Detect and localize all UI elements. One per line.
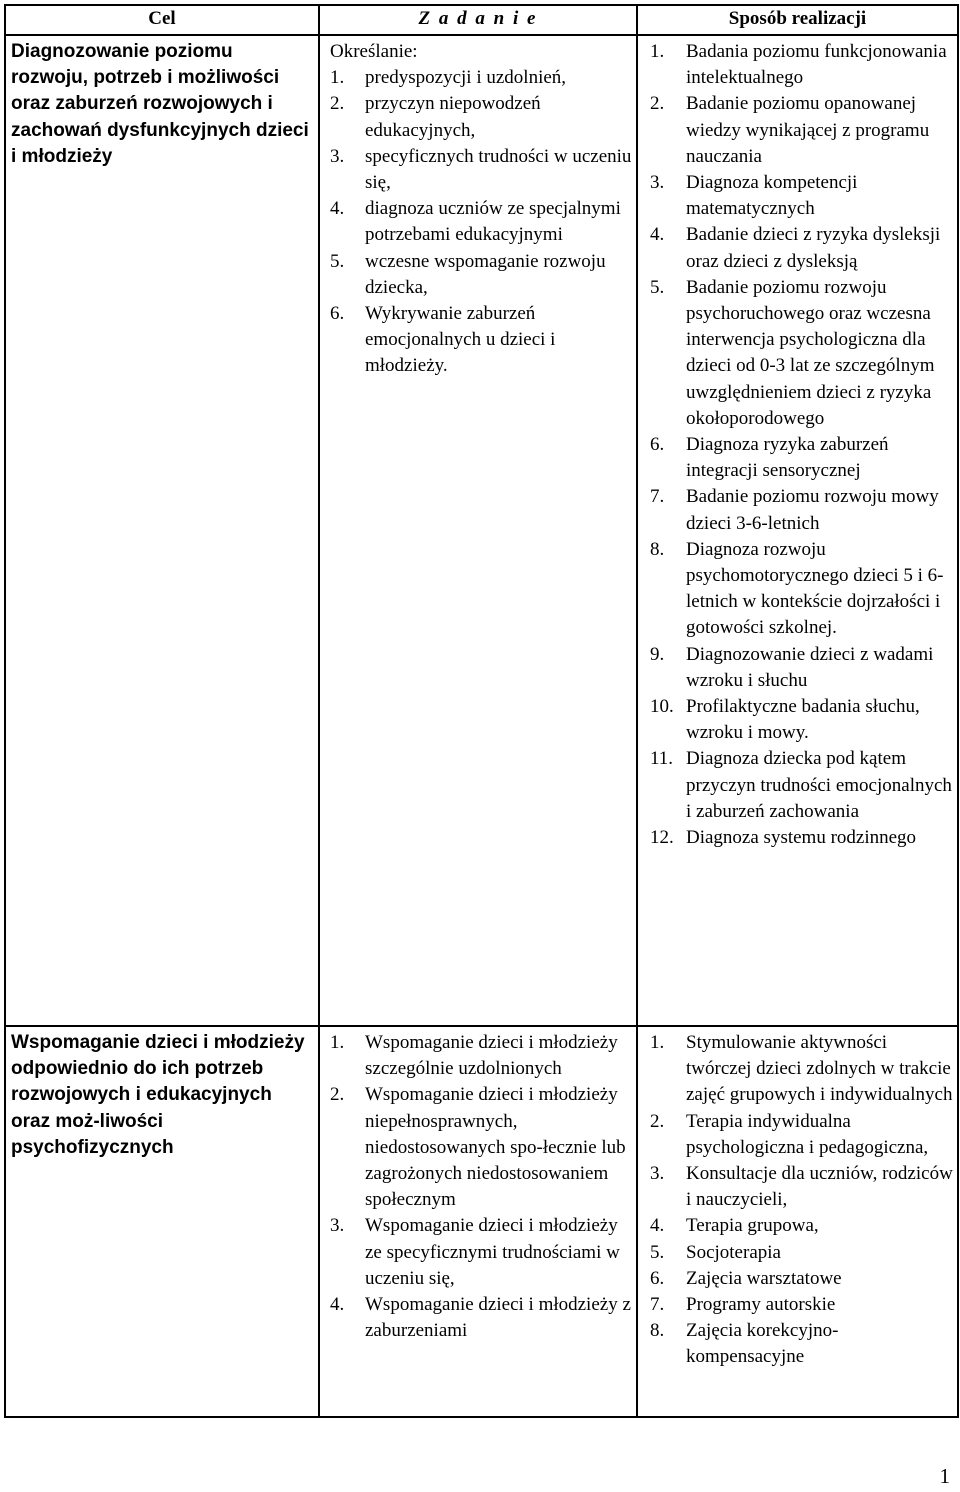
- list-item: [330, 1082, 632, 1213]
- list-item: [330, 301, 632, 380]
- goals-table: [4, 4, 959, 1418]
- item-text: Wykrywanie zaburzeń emocjonalnych u dzieci i młodzieży.: [365, 303, 556, 377]
- cell-sposob: [637, 1026, 958, 1417]
- item-number: 12.: [650, 827, 674, 849]
- item-text: Terapia indywidualna psychologiczna i pedagogiczna,: [686, 1110, 929, 1158]
- list-item: [650, 275, 953, 432]
- header-sposob: Sposób realizacji: [637, 5, 958, 35]
- item-text: predyspozycji i uzdolnień,: [365, 67, 567, 89]
- item-text: Stymulowanie aktywności twórczej dzieci zdolnych w trakcie zajęć grupowych i indywidualnych: [686, 1032, 953, 1106]
- table-row: [5, 1026, 958, 1417]
- item-text: specyficznych trudności w uczeniu się,: [365, 145, 632, 194]
- list-item: [330, 65, 632, 91]
- item-number: 11.: [650, 748, 674, 770]
- list-item: [330, 1030, 632, 1082]
- list-item: [650, 91, 953, 170]
- item-number: 6.: [650, 434, 665, 456]
- list-item: [330, 144, 632, 196]
- item-number: 3.: [650, 172, 665, 194]
- item-text: diagnoza uczniów ze specjalnymi potrzebami edukacyjnymi: [365, 198, 621, 246]
- item-number: 4.: [330, 198, 345, 220]
- item-number: 9.: [650, 643, 665, 665]
- item-text: Diagnoza rozwoju psychomotorycznego dzieci 5 i 6-letnich w kontekście dojrzałości i gotowości szkolnej.: [686, 538, 944, 639]
- item-text: wczesne wspomaganie rozwoju dziecka,: [365, 250, 606, 298]
- cell-cel: [5, 35, 319, 1026]
- cel-text: Diagnozowanie poziomu rozwoju, potrzeb i możliwości oraz zaburzeń rozwojowych i zachowań dysfunkcyjnych dzieci i młodzieży: [11, 41, 309, 167]
- list-item: [650, 537, 953, 642]
- item-number: 3.: [330, 145, 345, 167]
- cell-zadanie: [319, 35, 637, 1026]
- list-item: [650, 1292, 953, 1318]
- item-number: 6.: [330, 303, 345, 325]
- item-number: 2.: [650, 1110, 665, 1132]
- list-item: [330, 1292, 632, 1344]
- item-number: 8.: [650, 1320, 665, 1342]
- item-number: 1.: [330, 67, 345, 89]
- item-text: Wspomaganie dzieci i młodzieży niepełnosprawnych, niedostosowanych spo-łecznie lub zagrożonych niedostosowaniem społecznym: [365, 1084, 626, 1211]
- list-item: [650, 1318, 953, 1370]
- item-text: Diagnoza kompetencji matematycznych: [686, 172, 858, 220]
- item-number: 10.: [650, 696, 674, 718]
- cel-text: Wspomaganie dzieci i młodzieży odpowiednio do ich potrzeb rozwojowych i edukacyjnych oraz moż-liwości psychofizycznych: [11, 1032, 305, 1158]
- item-text: Diagnozowanie dzieci z wadami wzroku i słuchu: [686, 643, 934, 691]
- item-number: 2.: [330, 93, 345, 115]
- item-number: 1.: [330, 1032, 345, 1053]
- list-item: [650, 484, 953, 536]
- item-number: 6.: [650, 1267, 665, 1289]
- item-text: Wspomaganie dzieci i młodzieży szczególnie uzdolnionych: [365, 1032, 618, 1080]
- item-number: 5.: [330, 250, 345, 272]
- item-number: 4.: [330, 1294, 345, 1316]
- sposob-list: [650, 39, 953, 851]
- list-item: [650, 1109, 953, 1161]
- list-item: [650, 694, 953, 746]
- table-header-row: [5, 5, 958, 35]
- item-number: 4.: [650, 224, 665, 246]
- list-item: [330, 1213, 632, 1292]
- item-number: 3.: [650, 1163, 665, 1185]
- list-item: [650, 1266, 953, 1292]
- list-item: [330, 91, 632, 143]
- item-text: Zajęcia warsztatowe: [686, 1267, 842, 1289]
- list-item: [650, 746, 953, 825]
- list-item: [650, 39, 953, 91]
- zadanie-intro: Określanie:: [330, 41, 418, 62]
- list-item: [650, 825, 953, 851]
- list-item: [650, 1240, 953, 1266]
- list-item: [650, 1213, 953, 1239]
- item-text: Programy autorskie: [686, 1294, 836, 1316]
- list-item: [650, 1161, 953, 1213]
- item-text: Konsultacje dla uczniów, rodziców i nauczycieli,: [686, 1163, 953, 1211]
- item-number: 1.: [650, 41, 665, 62]
- item-number: 7.: [650, 486, 665, 508]
- item-number: 3.: [330, 1215, 345, 1237]
- list-item: [650, 642, 953, 694]
- item-number: 5.: [650, 1241, 665, 1263]
- list-item: [650, 432, 953, 484]
- item-text: Badanie poziomu opanowanej wiedzy wynikającej z programu nauczania: [686, 93, 930, 167]
- item-number: 1.: [650, 1032, 665, 1053]
- item-text: Diagnoza ryzyka zaburzeń integracji sensorycznej: [686, 434, 889, 482]
- item-text: Diagnoza systemu rodzinnego: [686, 827, 917, 849]
- item-number: 2.: [330, 1084, 345, 1106]
- item-text: Badanie dzieci z ryzyka dysleksji oraz dzieci z dysleksją: [686, 224, 941, 272]
- item-text: Badania poziomu funkcjonowania intelektualnego: [686, 41, 947, 89]
- item-text: Socjoterapia: [686, 1241, 781, 1263]
- cell-sposob: [637, 35, 958, 1026]
- item-number: 8.: [650, 538, 665, 560]
- item-text: Wspomaganie dzieci i młodzieży ze specyficznymi trudnościami w uczeniu się,: [365, 1215, 620, 1289]
- item-text: Wspomaganie dzieci i młodzieży z zaburzeniami: [365, 1294, 631, 1342]
- list-item: [330, 196, 632, 248]
- item-text: Zajęcia korekcyjno-kompensacyjne: [686, 1320, 839, 1368]
- table-row: [5, 35, 958, 1026]
- page-number: 1: [939, 1464, 950, 1488]
- item-text: przyczyn niepowodzeń edukacyjnych,: [365, 93, 541, 141]
- list-item: [650, 1030, 953, 1109]
- item-number: 7.: [650, 1294, 665, 1316]
- list-item: [650, 170, 953, 222]
- cell-zadanie: [319, 1026, 637, 1417]
- item-text: Terapia grupowa,: [686, 1215, 819, 1237]
- item-text: Diagnoza dziecka pod kątem przyczyn trudności emocjonalnych i zaburzeń zachowania: [686, 748, 952, 822]
- item-number: 5.: [650, 276, 665, 298]
- zadanie-list: [330, 1030, 632, 1344]
- list-item: [330, 249, 632, 301]
- sposob-list: [650, 1030, 953, 1371]
- item-number: 4.: [650, 1215, 665, 1237]
- item-number: 2.: [650, 93, 665, 115]
- header-cel: Cel: [5, 5, 319, 35]
- header-zadanie: Z a d a n i e: [319, 5, 637, 35]
- cell-cel: [5, 1026, 319, 1417]
- item-text: Badanie poziomu rozwoju psychoruchowego oraz wczesna interwencja psychologiczna dla dzieci od 0-3 lat ze szczególnym uwzględnieniem dzieci z ryzyka okołoporodowego: [686, 276, 935, 429]
- zadanie-list: [330, 65, 632, 379]
- item-text: Profilaktyczne badania słuchu, wzroku i mowy.: [686, 696, 920, 744]
- list-item: [650, 222, 953, 274]
- item-text: Badanie poziomu rozwoju mowy dzieci 3-6-letnich: [686, 486, 939, 534]
